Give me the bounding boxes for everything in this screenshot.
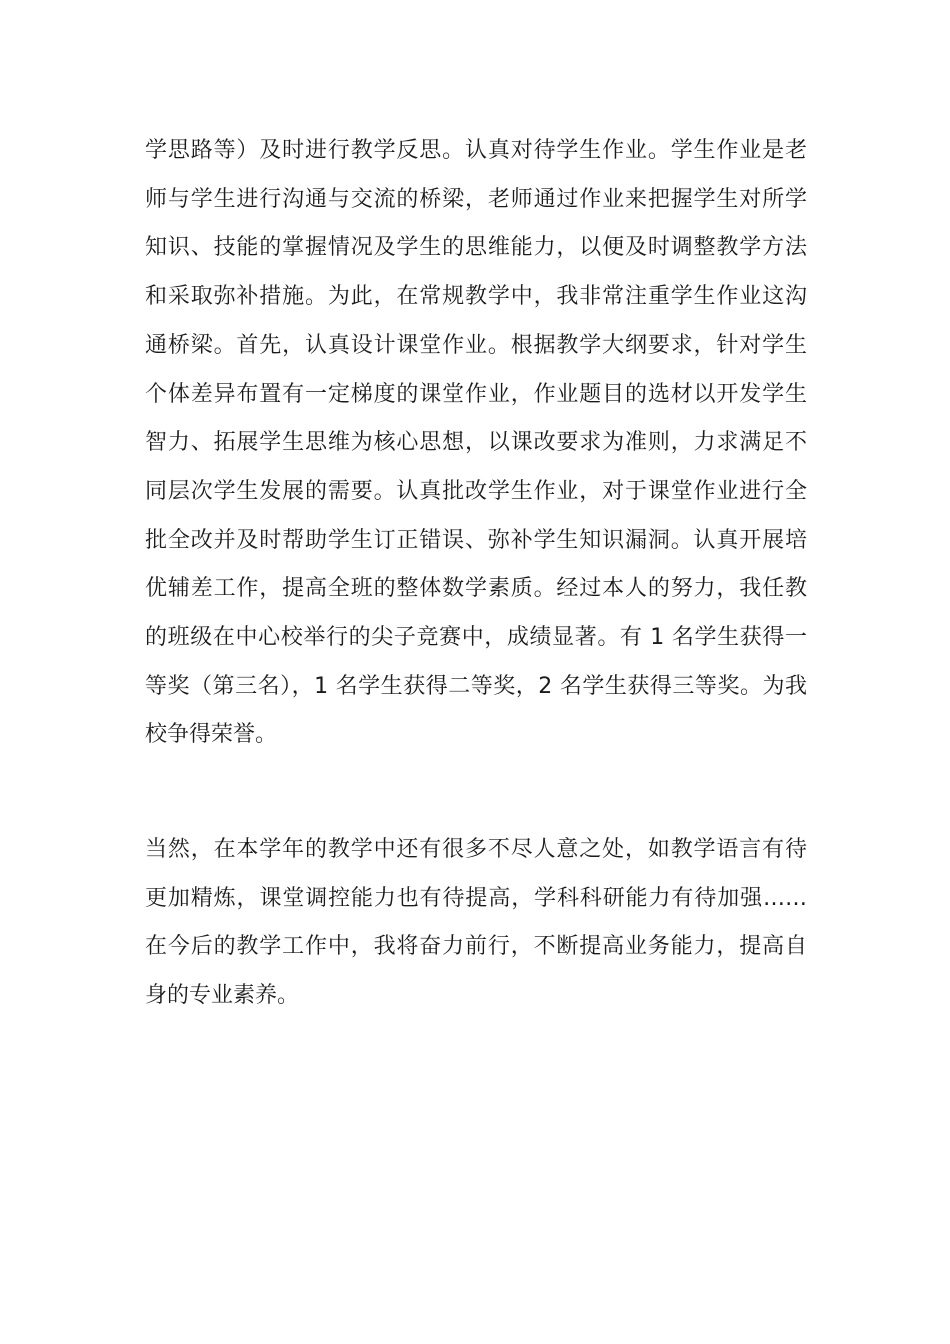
text-line: 通桥梁。首先，认真设计课堂作业。根据教学大纲要求，针对学生 (145, 332, 807, 358)
text-line: 校争得荣誉。 (145, 722, 278, 748)
text-line: 个体差异布置有一定梯度的课堂作业，作业题目的选材以开发学生 (145, 381, 807, 407)
text-line: 学思路等）及时进行教学反思。认真对待学生作业。学生作业是老 (145, 138, 807, 163)
text-line: 师与学生进行沟通与交流的桥梁，老师通过作业来把握学生对所学 (145, 186, 807, 212)
text-line: 批全改并及时帮助学生订正错误、弥补学生知识漏洞。认真开展培 (145, 527, 807, 553)
text-line: 在今后的教学工作中，我将奋力前行，不断提高业务能力，提高自 (145, 934, 807, 960)
text-line: 智力、拓展学生思维为核心思想，以课改要求为准则，力求满足不 (145, 430, 807, 456)
text-line: 优辅差工作，提高全班的整体数学素质。经过本人的努力，我任教 (145, 576, 807, 602)
text-line: 知识、技能的掌握情况及学生的思维能力，以便及时调整教学方法 (145, 235, 807, 261)
paragraph-shortcomings (145, 826, 807, 1021)
text-line: 更加精炼，课堂调控能力也有待提高，学科科研能力有待加强…… (145, 885, 807, 911)
text-line: 的班级在中心校举行的尖子竞赛中，成绩显著。有 1 名学生获得一 (145, 625, 807, 651)
text-line: 身的专业素养。 (145, 983, 300, 1009)
text-line: 和采取弥补措施。为此，在常规教学中，我非常注重学生作业这沟 (145, 284, 807, 310)
text-line: 等奖（第三名），1 名学生获得二等奖，2 名学生获得三等奖。为我 (145, 673, 807, 699)
text-line: 同层次学生发展的需要。认真批改学生作业，对于课堂作业进行全 (145, 478, 807, 504)
text-line: 当然，在本学年的教学中还有很多不尽人意之处，如教学语言有待 (145, 837, 807, 862)
paragraph-reflection-homework (145, 127, 807, 760)
